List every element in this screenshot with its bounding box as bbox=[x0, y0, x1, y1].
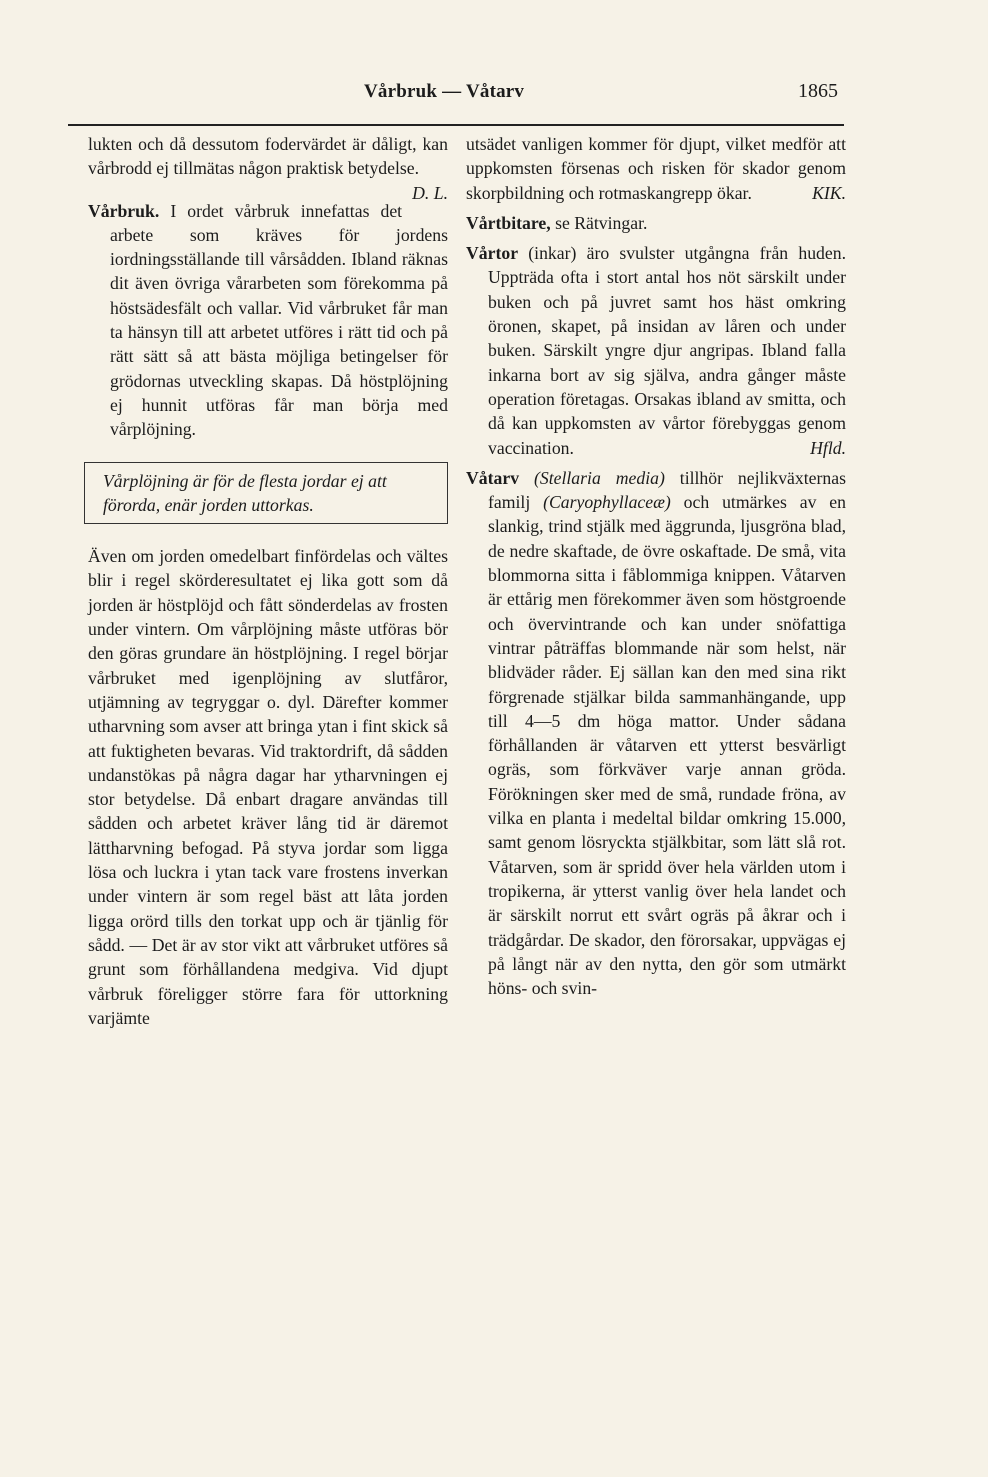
entry-text: tillhör nejlikväxternas familj bbox=[488, 467, 846, 513]
left-continuation-paragraph bbox=[88, 132, 448, 203]
headword: Vårbruk. bbox=[88, 200, 160, 221]
header-rule bbox=[68, 124, 844, 126]
spacer bbox=[88, 181, 448, 199]
entry-varbruk bbox=[88, 199, 448, 442]
left-continuation-text: lukten och då dessutom fodervärdet är dåligt, kan vårbrodd ej tillmätas någon praktisk betydelse. bbox=[88, 134, 448, 179]
entry-vartor bbox=[466, 241, 846, 460]
right-continuation-paragraph bbox=[466, 132, 846, 205]
headword: Våtarv bbox=[466, 467, 520, 488]
author-signature: D. L. bbox=[412, 182, 448, 203]
author-signature: Hfld. bbox=[810, 437, 846, 458]
callout-text: Vårplöjning är för de flesta jordar ej att förorda, enär jorden uttorkas. bbox=[103, 470, 387, 515]
latin-name: (Stellaria media) bbox=[533, 467, 665, 488]
headword: Vårtbitare, bbox=[466, 212, 551, 233]
left-body-paragraph: Även om jorden omedelbart finfördelas och vältes blir i regel skörderesultatet ej lika gott som då jorden är höstplöjd och fått sönderdelas av frosten under vintern. Om vårplöjning måste utföras bör den göras grundare än höstplöjning. I regel börjar vårbruket med igenplöjning av slutfåror, utjämning av tegryggar o. dyl. Därefter kommer utharvning som avser att bringa ytan i fint skick så att fuktigheten bevaras. Vid traktordrift, då sådden undanstökas på några dagar har ytharvningen ej stor betydelse. Då enbart dragare användas till sådden och arbetet kräver lång tid är däremot lättharvning befogad. På styva jordar som ligga lösa och luckra i ytan tack vare frostens inverkan under vintern är som regel bäst att låta jorden ligga orörd tills den torkat upp och är tjänlig för sådd. — Det är av stor vikt att vårbruket utföres så grunt som förhållandena medgiva. Vid djupt vårbruk föreligger större fara för uttorkning varjämte bbox=[88, 546, 448, 1028]
author-signature: KIK. bbox=[812, 182, 846, 203]
entry-text: I ordet vårbruk innefattas det arbete som kräves för jordens iordningsställande till vårsådden. Ibland räknas dit även övriga vårarbeten som förekomma på höstsädesfält och vallar. Vid vårbruket får man ta hänsyn till att arbetet utföres i rätt tid och på rätt sätt så att bästa möjliga betingelser för grödornas utveckling skapas. Då höstplöjning ej hunnit utföras får man börja med vårplöjning. bbox=[110, 200, 448, 440]
entry-text: (inkar) äro svulster utgångna från huden. Uppträda ofta i stort antal hos nöt särskilt under buken och på juvret samt hos häst omkring öronen, skapet, på insidan av låren och under buken. Särskilt yngre djur angripas. Ibland falla inkarna bort av sig själva, andra gånger måste operation företagas. Orsakas ibland av smitta, och då kan uppkomsten av vårtor förebyggas genom vaccination. bbox=[488, 243, 846, 458]
entry-text: och utmärkes av en slankig, trind stjälk med äggrunda, ljusgröna blad, de nedre skaftade, de övre oskaftade. De små, vita blommorna sitta i fåblommiga knippen. Våtarven är ettårig men förekommer även som höstgroende och övervintrande och kan under snöfattiga vintrar påträffas blommande när som helst, när blidväder råder. Ej sällan kan den med sina rikt förgrenade stjälkar bilda sammanhängande, upp till 4—5 dm höga mattor. Under sådana förhållanden är våtarven ett ytterst besvärligt ogräs, som förkväver varje annan gröda. Förökningen sker med de små, rundade fröna, av vilka en planta i medeltal bildar omkring 15.000, samt genom lösryckta stjälkbitar, som lätt slå rot. Våtarven, som är spridd över hela världen utom i tropikerna, är ytterst vanlig över hela landet och är särskilt norrut ett svårt ogräs på åkrar och i trädgårdar. De skador, den förorsakar, uppvägas ej på långt när av den nytta, den gör som utmärkt höns- och svin- bbox=[488, 492, 847, 999]
left-column bbox=[88, 132, 448, 1030]
right-column bbox=[466, 132, 846, 1000]
entry-vatarv bbox=[466, 466, 846, 1001]
page-header bbox=[0, 76, 988, 112]
page-number: 1865 bbox=[798, 80, 838, 102]
family-name: (Caryophyllaceæ) bbox=[543, 492, 671, 513]
entry-text: se Rätvingar. bbox=[550, 212, 648, 233]
running-head: Vårbruk — Våtarv bbox=[364, 81, 525, 102]
callout-box bbox=[84, 462, 448, 525]
headword: Vårtor bbox=[466, 243, 519, 264]
right-continuation-text: utsädet vanligen kommer för djupt, vilket medför att uppkomsten försenas och risken för skador genom skorpbildning och rotmaskangrepp ökar. bbox=[466, 134, 846, 203]
entry-vartbitare bbox=[466, 211, 846, 235]
